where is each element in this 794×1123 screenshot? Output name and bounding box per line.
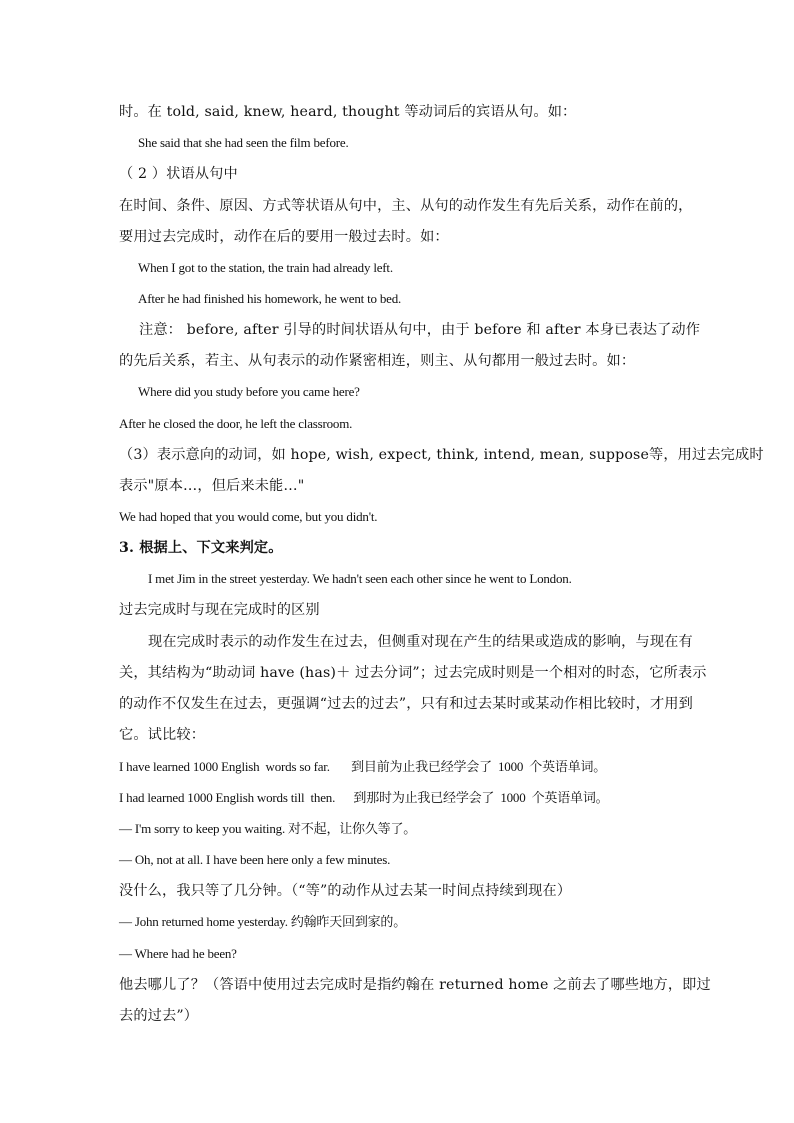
example-sentence: Where did you study before you came here?	[138, 384, 360, 399]
example-sentence: After he had finished his homework, he went to bed.	[138, 291, 402, 306]
example-sentence: She said that she had seen the film before.	[138, 135, 349, 150]
example-sentence: When I got to the station, the train had already left.	[138, 260, 393, 275]
text-line: 现在完成时表示的动作发生在过去，但侧重对现在产生的结果或造成的影响，与现在有	[148, 634, 693, 650]
dialogue-translation: 去的过去”）	[119, 1008, 199, 1024]
example-sentence: We had hoped that you would come, but you didn't.	[119, 509, 378, 524]
dialogue-line: — Oh, not at all. I have been here only a few minutes.	[119, 852, 391, 867]
text-line: 要用过去完成时，动作在后的要用一般过去时。如：	[119, 229, 449, 245]
comparison-example: I had learned 1000 English words till then. 到那时为止我已经学会了 1000 个英语单词。	[119, 790, 609, 805]
section-heading-comparison: 过去完成时与现在完成时的区别	[119, 602, 320, 618]
text-line: 的动作不仅发生在过去，更强调“过去的过去”，只有和过去某时或某动作相比较时，才用到	[119, 696, 693, 712]
text-line: 在时间、条件、原因、方式等状语从句中，主、从句的动作发生有先后关系，动作在前的，	[119, 198, 693, 214]
text-line: 它。试比较：	[119, 727, 206, 743]
dialogue-translation: 他去哪儿了？（答语中使用过去完成时是指约翰在 returned home 之前去了哪些地方，即过	[119, 977, 711, 993]
text-line: 表示"原本…，但后来未能…"	[119, 478, 305, 494]
text-line: 的先后关系，若主、从句表示的动作紧密相连，则主、从句都用一般过去时。如：	[119, 353, 636, 369]
dialogue-line: — John returned home yesterday. 约翰昨天回到家的。	[119, 914, 407, 929]
dialogue-line: — Where had he been?	[119, 946, 237, 961]
dialogue-translation: 没什么，我只等了几分钟。（“等”的动作从过去某一时间点持续到现在）	[119, 883, 572, 899]
section-heading-adverbial-clause: （ 2 ）状语从句中	[119, 166, 238, 182]
note-line: 注意： before, after 引导的时间状语从句中，由于 before 和 after 本身已表达了动作	[139, 322, 701, 338]
text-line-object-clause: 时。在 told, said, knew, heard, thought 等动词后的宾语从句。如：	[119, 104, 577, 120]
section-heading-context: 3. 根据上、下文来判定。	[119, 540, 283, 556]
example-sentence: After he closed the door, he left the classroom.	[119, 416, 353, 431]
text-line: 关，其结构为“助动词 have (has)＋ 过去分词”；过去完成时则是一个相对的时态，它所表示	[119, 665, 707, 681]
example-sentence: I met Jim in the street yesterday. We hadn't seen each other since he went to London.	[148, 571, 572, 586]
dialogue-line: — I'm sorry to keep you waiting. 对不起，让你久等了。	[119, 821, 417, 836]
comparison-example: I have learned 1000 English words so far. 到目前为止我已经学会了 1000 个英语单词。	[119, 759, 607, 774]
section-heading-intention-verbs: （3）表示意向的动词，如 hope, wish, expect, think, intend, mean, suppose等，用过去完成时	[119, 447, 764, 463]
